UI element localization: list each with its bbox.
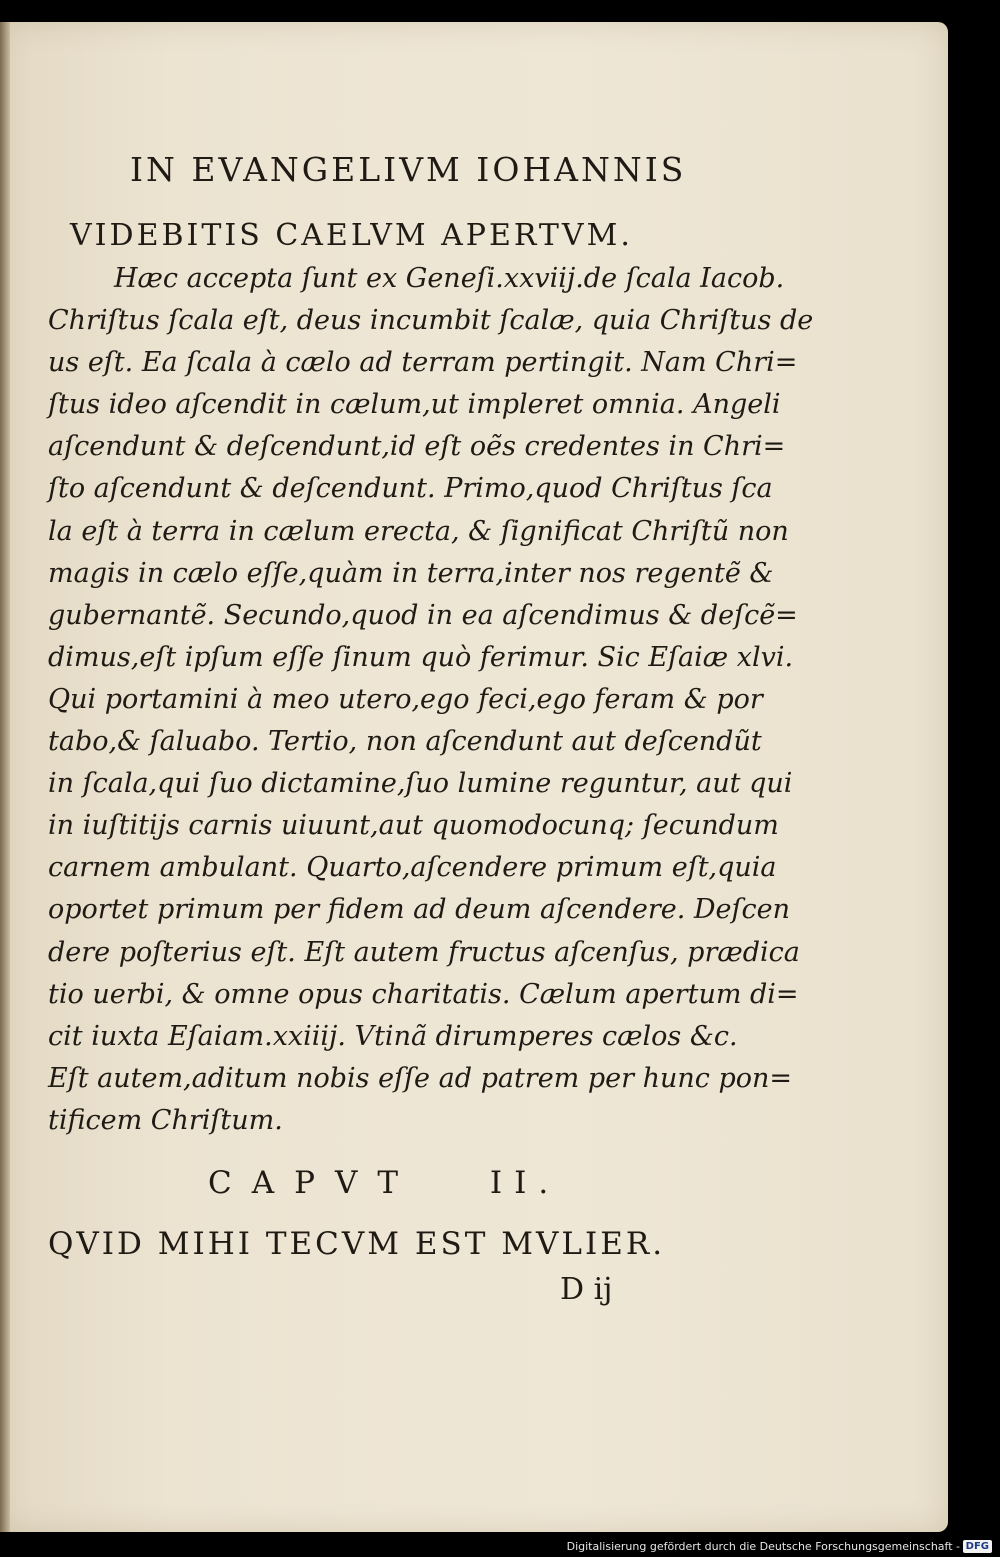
text-line: in ſcala,qui ſuo dictamine,ſuo lumine reguntur, aut qui	[48, 768, 793, 800]
text-line: gubernantẽ. Secundo,quod in ea aſcendimus & deſcẽ=	[48, 599, 798, 631]
section-title: VIDEBITIS CAELVM APERTVM.	[70, 218, 633, 253]
signature-mark: D ij	[560, 1272, 613, 1307]
text-line: ſtus ideo aſcendit in cælum,ut impleret omnia. Angeli	[48, 389, 781, 421]
text-line: carnem ambulant. Quarto,aſcendere primum eſt,quia	[48, 852, 777, 884]
chapter-label: CAPVT	[208, 1165, 419, 1201]
text-line: dimus,eſt ipſum eſſe ſinum quò ferimur. Sic Eſaiæ xlvi.	[48, 641, 794, 673]
running-head: IN EVANGELIVM IOHANNIS	[130, 150, 687, 189]
text-line: us eſt. Ea ſcala à cælo ad terram pertingit. Nam Chri=	[48, 347, 798, 379]
body-text	[48, 258, 814, 1142]
text-line: ſto aſcendunt & deſcendunt. Primo,quod Chriſtus ſca	[48, 473, 773, 505]
text-line: cit iuxta Eſaiam.xxiiij. Vtinã dirumperes cælos &c.	[48, 1020, 738, 1052]
text-line: magis in cælo eſſe,quàm in terra,inter nos regentẽ &	[48, 557, 774, 589]
text-line: tificem Chriſtum.	[48, 1104, 283, 1136]
text-line: la eſt à terra in cælum erecta, & ſignificat Chriſtũ non	[48, 515, 789, 547]
text-line: aſcendunt & deſcendunt,id eſt oẽs credentes in Chri=	[48, 431, 786, 463]
page-gutter-shadow	[0, 22, 10, 1532]
text-line: Qui portamini à meo utero,ego feci,ego feram & por	[48, 683, 763, 715]
chapter-number: II.	[489, 1165, 561, 1201]
digitization-credit: Digitalisierung gefördert durch die Deutsche Forschungsgemeinschaft -	[566, 1540, 960, 1553]
text-line: in iuſtitijs carnis uiuunt,aut quomodocunq; ſecundum	[48, 810, 779, 842]
dfg-logo: DFG	[963, 1540, 992, 1553]
text-line: tio uerbi, & omne opus charitatis. Cælum apertum di=	[48, 978, 799, 1010]
text-line: tabo,& ſaluabo. Tertio, non aſcendunt aut deſcendũt	[48, 726, 762, 758]
chapter-heading	[208, 1165, 560, 1201]
text-line: Eſt autem,aditum nobis eſſe ad patrem per hunc pon=	[48, 1062, 793, 1094]
text-line: dere poſterius eſt. Eſt autem fructus aſcenſus, prædica	[48, 936, 800, 968]
verse-title: QVID MIHI TECVM EST MVLIER.	[48, 1226, 666, 1262]
text-line: oportet primum per fidem ad deum aſcendere. Deſcen	[48, 894, 790, 926]
text-line: Hæc accepta ſunt ex Geneſi.xxviij.de ſcala Iacob.	[114, 263, 785, 294]
text-line: Chriſtus ſcala eſt, deus incumbit ſcalæ, quia Chriſtus de	[48, 305, 814, 337]
